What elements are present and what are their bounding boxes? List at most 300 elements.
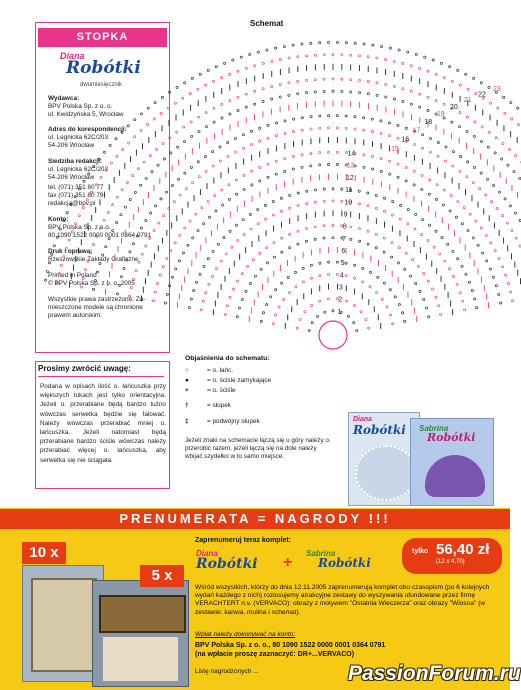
stitch-mark — [488, 86, 490, 88]
wydawca-label: Wydawca: — [48, 95, 80, 102]
stitch-mark — [193, 289, 195, 291]
stitch-mark — [400, 204, 402, 206]
stitch-mark — [427, 109, 429, 111]
stitch-mark — [267, 176, 269, 178]
stitch-mark — [304, 311, 306, 313]
stitch-mark — [266, 247, 268, 249]
stitch-mark — [196, 281, 198, 283]
stitch-mark — [281, 251, 283, 253]
stitch-mark — [262, 100, 264, 102]
stitch-mark — [215, 210, 217, 212]
stitch-mark — [229, 73, 231, 75]
row-number: 23 — [492, 86, 501, 94]
payment-account — [195, 641, 505, 659]
stitch-mark — [498, 191, 500, 193]
konto-line: BPV Polska Sp. z o.o. — [48, 224, 111, 231]
stitch-mark — [242, 147, 244, 149]
stitch-mark — [327, 163, 329, 165]
row-number: 18 — [424, 118, 433, 126]
stitch-mark — [423, 272, 425, 274]
stitch-mark — [192, 181, 194, 183]
stitch-mark — [280, 197, 282, 199]
stitch-mark — [190, 298, 192, 300]
stitch-mark — [452, 150, 454, 152]
stitch-mark — [195, 213, 197, 215]
stitch-mark — [272, 200, 274, 202]
stitch-mark — [314, 79, 316, 81]
stitch-mark — [369, 271, 371, 273]
slip-stitch-icon: ● — [185, 377, 189, 384]
stitch-mark — [456, 283, 458, 285]
stitch-mark — [358, 240, 360, 242]
stitch-mark — [170, 152, 172, 154]
stitch-mark — [292, 44, 294, 46]
stitch-mark — [511, 229, 513, 231]
stitch-mark — [221, 103, 223, 105]
stitch-mark — [319, 127, 321, 129]
stitch-mark — [389, 314, 391, 316]
stitch-mark — [273, 242, 275, 244]
stitch-mark — [467, 88, 469, 90]
doily-image — [355, 445, 417, 501]
stitch-mark — [245, 67, 247, 69]
stitch-mark — [207, 258, 209, 260]
stitch-mark — [183, 126, 185, 128]
stitch-mark — [394, 296, 396, 298]
stitch-mark — [257, 223, 259, 225]
stitch-mark — [205, 170, 207, 172]
stitch-mark — [435, 100, 437, 102]
stitch-mark — [249, 213, 251, 215]
stitch-mark — [398, 304, 400, 306]
stitch-mark — [262, 88, 264, 90]
stitch-mark — [242, 134, 244, 136]
legend-item — [185, 387, 236, 394]
stitch-mark — [201, 207, 203, 209]
stitch-mark — [284, 170, 286, 172]
stitch-mark — [270, 98, 272, 100]
stitch-mark — [182, 97, 184, 99]
stitch-mark — [413, 143, 415, 145]
stitch-mark — [257, 51, 259, 53]
stitch-mark — [199, 273, 201, 275]
stitch-mark — [388, 122, 390, 124]
stitch-mark — [257, 209, 259, 211]
stitch-mark — [479, 188, 481, 190]
stitch-mark — [264, 204, 266, 206]
stitch-mark — [223, 236, 225, 238]
schemat-title: Schemat — [250, 19, 284, 28]
stitch-mark — [447, 243, 449, 245]
row-number: 17 — [412, 127, 421, 135]
stitch-mark — [189, 93, 191, 95]
crochet-diagram — [178, 30, 501, 355]
tel-line: tel. (071) 351 80 77 — [48, 184, 104, 191]
stitch-mark — [401, 312, 403, 314]
row-number: 7 — [342, 235, 347, 243]
stitch-mark — [319, 42, 321, 44]
stitch-mark — [457, 69, 459, 71]
stitch-mark — [474, 298, 476, 300]
stitch-mark — [245, 290, 247, 292]
stitch-mark — [371, 118, 373, 120]
stitch-mark — [328, 261, 330, 263]
stitch-mark — [273, 256, 275, 258]
stitch-mark — [511, 300, 513, 302]
stitch-mark — [297, 56, 299, 58]
stitch-mark — [345, 42, 347, 44]
stitch-mark — [433, 246, 435, 248]
stitch-mark — [229, 113, 231, 115]
stitch-mark — [205, 112, 207, 114]
stitch-mark — [462, 300, 464, 302]
stitch-mark — [494, 152, 496, 154]
row-number: 8 — [342, 223, 347, 231]
stitch-mark — [288, 82, 290, 84]
stitch-mark — [213, 107, 215, 109]
stitch-mark — [336, 273, 338, 275]
stitch-mark — [363, 154, 365, 156]
stitch-mark — [398, 247, 400, 249]
center-ring — [319, 321, 347, 349]
flower-image — [425, 455, 485, 497]
stitch-mark — [191, 135, 193, 137]
double-crochet-icon: † — [185, 402, 189, 409]
stitch-mark — [493, 184, 495, 186]
stitch-mark — [254, 90, 256, 92]
stitch-mark — [376, 292, 378, 294]
stitch-mark — [490, 242, 492, 244]
stitch-mark — [380, 158, 382, 160]
cover-brand: Robótki — [353, 423, 406, 437]
stitch-mark — [358, 79, 360, 81]
payment-heading: Wpłat należy dokonywać na konto: — [195, 631, 296, 638]
stitch-mark — [350, 91, 352, 93]
stitch-mark — [203, 223, 205, 225]
wydawca-line: BPV Polska Sp. z o. o. — [48, 103, 113, 110]
chain-stitch-icon: ○ — [185, 367, 189, 374]
stitch-mark — [198, 130, 200, 132]
stitch-mark — [448, 268, 450, 270]
stitch-mark — [419, 290, 421, 292]
stitch-mark — [481, 126, 483, 128]
stitch-mark — [211, 275, 213, 277]
stitch-mark — [283, 45, 285, 47]
stitch-mark — [367, 93, 369, 95]
stitch-mark — [336, 115, 338, 117]
stitch-mark — [464, 309, 466, 311]
stitch-mark — [402, 62, 404, 64]
stitch-mark — [279, 96, 281, 98]
stitch-mark — [175, 268, 177, 270]
stitch-mark — [473, 166, 475, 168]
stitch-mark — [503, 96, 505, 98]
stitch-mark — [274, 47, 276, 49]
row-number: 11 — [345, 187, 353, 195]
stitch-mark — [413, 184, 415, 186]
stitch-mark — [421, 234, 423, 236]
stitch-mark — [417, 265, 419, 267]
stitch-mark — [497, 107, 499, 109]
row-number: 12 — [345, 174, 354, 182]
stitch-mark — [363, 117, 365, 119]
diagram-guide — [350, 187, 521, 324]
stitch-mark — [376, 94, 378, 96]
cover-brand-small: Sabrina — [419, 424, 449, 433]
stitch-mark — [179, 194, 181, 196]
stitch-mark — [410, 103, 412, 105]
stitch-mark — [279, 83, 281, 85]
stitch-mark — [385, 96, 387, 98]
stitch-mark — [203, 265, 205, 267]
stitch-mark — [341, 90, 343, 92]
stitch-mark — [305, 240, 307, 242]
stitch-mark — [507, 164, 509, 166]
stitch-mark — [336, 127, 338, 129]
stitch-mark — [380, 120, 382, 122]
stitch-mark — [271, 60, 273, 62]
stitch-mark — [229, 296, 231, 298]
stitch-mark — [275, 160, 277, 162]
stitch-mark — [232, 288, 234, 290]
stitch-mark — [219, 146, 221, 148]
stitch-mark — [189, 220, 191, 222]
stitch-mark — [476, 307, 478, 309]
stitch-mark — [190, 121, 192, 123]
stitch-mark — [398, 49, 400, 51]
stitch-mark — [405, 166, 407, 168]
stitch-mark — [205, 84, 207, 86]
stitch-mark — [215, 66, 217, 68]
stitch-mark — [473, 135, 475, 137]
payment-account-line: BPV Polska Sp. z o. o., 80 1090 1522 0000 0001 0364 0791 — [195, 642, 386, 649]
stitch-mark — [227, 155, 229, 157]
stitch-mark — [486, 178, 488, 180]
notice-body: Podana w opisach ilość o. łańcuszka przy większych tukach jest tylko orientacyjna. Jeżeli o. przerabiane będą bardzo luźno wówczas serwetka będzie się falować. Należy wówczas przerabiać mniej o. łańcuszka. Jeżeli natomiast będą przerabiane bardzo ściśle wówczas należy przerabiać więcej o. łańcuszka, aby serwetka się nie ściągała. — [40, 383, 166, 464]
stitch-mark — [419, 106, 421, 108]
prize-count-10: 10 x — [22, 542, 66, 564]
stitch-mark — [354, 116, 356, 118]
stitch-mark — [310, 277, 312, 279]
legend-title: Objaśnienia do schematu: — [185, 355, 270, 362]
stitch-mark — [184, 82, 186, 84]
stitch-mark — [367, 192, 369, 194]
stitch-mark — [415, 282, 417, 284]
adres-line: 54-206 Wrocław — [48, 142, 95, 149]
stitch-mark — [367, 205, 369, 207]
stitch-mark — [502, 142, 504, 144]
stitch-mark — [205, 126, 207, 128]
stitch-mark — [466, 116, 468, 118]
stitch-mark — [294, 271, 296, 273]
stitch-mark — [358, 228, 360, 230]
stitch-mark — [221, 204, 223, 206]
stitch-mark — [407, 51, 409, 53]
banner-brand-robotki: Robótki — [196, 556, 258, 572]
stitch-mark — [443, 77, 445, 79]
stitch-mark — [515, 155, 517, 157]
last-supper-image — [99, 595, 186, 633]
stitch-mark — [473, 77, 475, 79]
stitch-mark — [227, 141, 229, 143]
stitch-mark — [467, 161, 469, 163]
stitch-mark — [238, 307, 240, 309]
stitch-mark — [171, 184, 173, 186]
stitch-mark — [170, 250, 172, 252]
stitch-mark — [441, 236, 443, 238]
row-number: 9 — [343, 211, 348, 219]
stitch-mark — [469, 213, 471, 215]
stitch-mark — [385, 83, 387, 85]
stitch-mark — [389, 289, 391, 291]
stitch-mark — [323, 237, 325, 239]
prize-image-2 — [92, 580, 189, 687]
stitch-mark — [472, 181, 474, 183]
stitch-mark — [336, 41, 338, 43]
stitch-mark — [301, 154, 303, 156]
stitch-mark — [354, 42, 356, 44]
stitch-mark — [278, 306, 280, 308]
stitch-mark — [229, 230, 231, 232]
stitch-mark — [345, 115, 347, 117]
stitch-mark — [391, 214, 393, 216]
stitch-mark — [443, 103, 445, 105]
stitch-mark — [439, 253, 441, 255]
stitch-mark — [461, 223, 463, 225]
row-number: 2 — [338, 296, 343, 304]
stitch-mark — [220, 260, 222, 262]
stitch-mark — [449, 66, 451, 68]
stitch-mark — [234, 137, 236, 139]
stitch-mark — [435, 296, 437, 298]
stitch-mark — [241, 298, 243, 300]
stitch-mark — [301, 43, 303, 45]
stitch-mark — [197, 116, 199, 118]
treble-crochet-icon: ‡ — [185, 418, 189, 425]
stitch-mark — [314, 201, 316, 203]
stitch-mark — [171, 276, 173, 278]
stitch-mark — [319, 300, 321, 302]
stitch-mark — [422, 134, 424, 136]
stitch-mark — [475, 220, 477, 222]
stitch-mark — [437, 141, 439, 143]
stitch-mark — [284, 158, 286, 160]
stitch-mark — [467, 230, 469, 232]
legend-label: = o. ściśle zamykające — [207, 377, 272, 384]
stopka-heading: STOPKA — [38, 28, 167, 47]
stitch-mark — [314, 238, 316, 240]
stitch-mark — [297, 243, 299, 245]
single-crochet-icon: + — [185, 387, 189, 394]
stitch-mark — [215, 268, 217, 270]
stitch-mark — [174, 242, 176, 244]
stitch-mark — [327, 127, 329, 129]
stitch-mark — [314, 54, 316, 56]
stitch-mark — [305, 92, 307, 94]
stitch-mark — [235, 179, 237, 181]
stitch-mark — [501, 215, 503, 217]
stitch-mark — [383, 197, 385, 199]
stitch-mark — [207, 69, 209, 71]
stitch-mark — [207, 200, 209, 202]
stitch-mark — [377, 276, 379, 278]
stitch-mark — [475, 93, 477, 95]
stitch-mark — [289, 247, 291, 249]
stitch-mark — [514, 212, 516, 214]
stitch-mark — [391, 242, 393, 244]
stitch-mark — [397, 124, 399, 126]
stitch-mark — [375, 247, 377, 249]
stitch-mark — [221, 189, 223, 191]
stitch-mark — [270, 296, 272, 298]
stitch-mark — [419, 93, 421, 95]
stitch-mark — [435, 230, 437, 232]
stitch-mark — [414, 228, 416, 230]
stitch-mark — [287, 276, 289, 278]
stitch-mark — [365, 318, 367, 320]
stitch-mark — [480, 227, 482, 229]
stitch-mark — [297, 192, 299, 194]
stitch-mark — [354, 264, 356, 266]
adres-label: Adres do korespondencji: — [48, 126, 127, 133]
email-line: redakcja@bpv.pl — [48, 200, 96, 207]
stitch-mark — [310, 152, 312, 154]
stitch-mark — [492, 276, 494, 278]
stitch-mark — [250, 143, 252, 145]
stitch-mark — [284, 132, 286, 134]
stitch-mark — [372, 168, 374, 170]
stitch-mark — [225, 253, 227, 255]
stitch-mark — [425, 307, 427, 309]
stitch-mark — [229, 100, 231, 102]
prize-count-5: 5 x — [140, 565, 184, 587]
stitch-mark — [358, 203, 360, 205]
stitch-mark — [327, 41, 329, 43]
stitch-mark — [310, 264, 312, 266]
stitch-mark — [435, 198, 437, 200]
row-number: 5 — [340, 260, 345, 268]
stitch-mark — [243, 174, 245, 176]
stitch-mark — [501, 158, 503, 160]
stitch-mark — [358, 190, 360, 192]
banner-brand-diana: Diana — [196, 549, 218, 558]
stitch-mark — [319, 152, 321, 154]
stitch-mark — [376, 82, 378, 84]
stitch-mark — [390, 256, 392, 258]
stitch-mark — [310, 165, 312, 167]
stitch-mark — [465, 73, 467, 75]
stitch-mark — [176, 86, 178, 88]
stitch-mark — [267, 163, 269, 165]
stitch-mark — [463, 207, 465, 209]
stitch-mark — [397, 137, 399, 139]
stitch-mark — [508, 148, 510, 150]
stitch-mark — [221, 77, 223, 79]
stitch-mark — [389, 173, 391, 175]
stitch-mark — [498, 258, 500, 260]
stitch-mark — [362, 267, 364, 269]
stitch-mark — [367, 243, 369, 245]
stitch-mark — [192, 237, 194, 239]
stitch-mark — [354, 277, 356, 279]
stitch-mark — [427, 96, 429, 98]
stitch-mark — [292, 130, 294, 132]
stitch-mark — [275, 289, 277, 291]
stitch-mark — [288, 94, 290, 96]
stitch-mark — [336, 151, 338, 153]
stitch-mark — [402, 100, 404, 102]
stitch-mark — [375, 207, 377, 209]
